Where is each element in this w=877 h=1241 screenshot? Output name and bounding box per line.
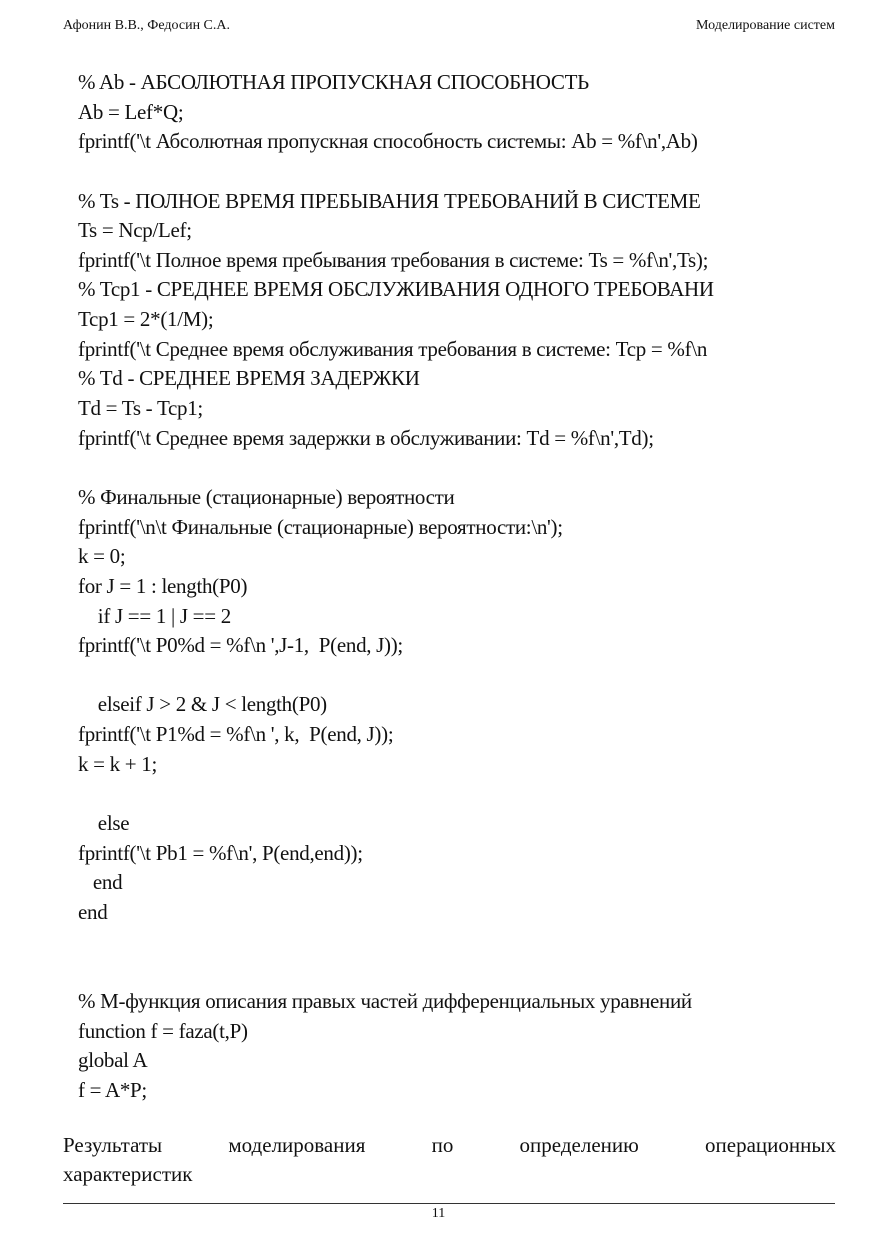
code-line: if J == 1 | J == 2 bbox=[78, 603, 231, 628]
code-line: fprintf('\t Среднее время задержки в обслуживании: Td = %f\n',Td); bbox=[78, 425, 654, 450]
code-listing bbox=[78, 68, 836, 1105]
code-line: Tcp1 = 2*(1/M); bbox=[78, 307, 214, 332]
code-line: fprintf('\t Полное время пребывания требования в системе: Ts = %f\n',Ts); bbox=[78, 247, 709, 272]
results-word: Результаты bbox=[63, 1133, 163, 1157]
code-line: end bbox=[78, 899, 108, 924]
header-authors: Афонин В.В., Федосин С.А. bbox=[63, 18, 231, 33]
code-line: % Tcp1 - СРЕДНЕЕ ВРЕМЯ ОБСЛУЖИВАНИЯ ОДНОГО ТРЕБОВАНИ bbox=[78, 277, 714, 302]
code-line: fprintf('\t Абсолютная пропускная способность системы: Ab = %f\n',Ab) bbox=[78, 129, 698, 154]
footer-divider bbox=[63, 1203, 835, 1204]
code-line: Ab = Lef*Q; bbox=[78, 99, 184, 124]
code-line: fprintf('\n\t Финальные (стационарные) вероятности:\n'); bbox=[78, 514, 563, 539]
results-word: определению bbox=[519, 1133, 639, 1157]
code-line: for J = 1 : length(P0) bbox=[78, 573, 248, 598]
results-heading-line1 bbox=[63, 1131, 836, 1160]
code-line: fprintf('\t Среднее время обслуживания требования в системе: Tcp = %f\n bbox=[78, 336, 708, 361]
code-line: fprintf('\t Pb1 = %f\n', P(end,end)); bbox=[78, 840, 363, 865]
results-word: по bbox=[431, 1133, 454, 1157]
results-heading bbox=[63, 1131, 836, 1189]
code-line: % Финальные (стационарные) вероятности bbox=[78, 484, 455, 509]
code-line bbox=[78, 157, 836, 187]
code-line bbox=[78, 957, 836, 987]
code-line: fprintf('\t P0%d = %f\n ',J-1, P(end, J)); bbox=[78, 633, 403, 658]
code-line: % Ts - ПОЛНОЕ ВРЕМЯ ПРЕБЫВАНИЯ ТРЕБОВАНИЙ В СИСТЕМЕ bbox=[78, 188, 701, 213]
code-line: k = 0; bbox=[78, 544, 126, 569]
code-line bbox=[78, 928, 836, 958]
code-line: global A bbox=[78, 1048, 148, 1073]
code-line bbox=[78, 779, 836, 809]
code-line: function f = faza(t,P) bbox=[78, 1018, 248, 1043]
results-heading-line2: характеристик bbox=[63, 1162, 193, 1186]
code-line bbox=[78, 453, 836, 483]
code-line bbox=[78, 661, 836, 691]
code-line: Ts = Ncp/Lef; bbox=[78, 218, 192, 243]
code-line: % Td - СРЕДНЕЕ ВРЕМЯ ЗАДЕРЖКИ bbox=[78, 366, 420, 391]
page-number: 11 bbox=[431, 1206, 446, 1221]
header-title: Моделирование систем bbox=[696, 18, 835, 33]
code-line: % Ab - АБСОЛЮТНАЯ ПРОПУСКНАЯ СПОСОБНОСТЬ bbox=[78, 70, 589, 94]
code-line: elseif J > 2 & J < length(P0) bbox=[78, 692, 327, 717]
results-word: моделирования bbox=[228, 1133, 366, 1157]
code-line: else bbox=[78, 811, 130, 836]
results-word: операционных bbox=[705, 1133, 836, 1157]
code-line: Td = Ts - Tcp1; bbox=[78, 396, 203, 421]
code-line: fprintf('\t P1%d = %f\n ', k, P(end, J)); bbox=[78, 722, 394, 747]
code-line: end bbox=[78, 870, 123, 895]
code-line: % M-функция описания правых частей дифференциальных уравнений bbox=[78, 988, 692, 1013]
code-line: f = A*P; bbox=[78, 1077, 147, 1102]
code-line: k = k + 1; bbox=[78, 751, 158, 776]
